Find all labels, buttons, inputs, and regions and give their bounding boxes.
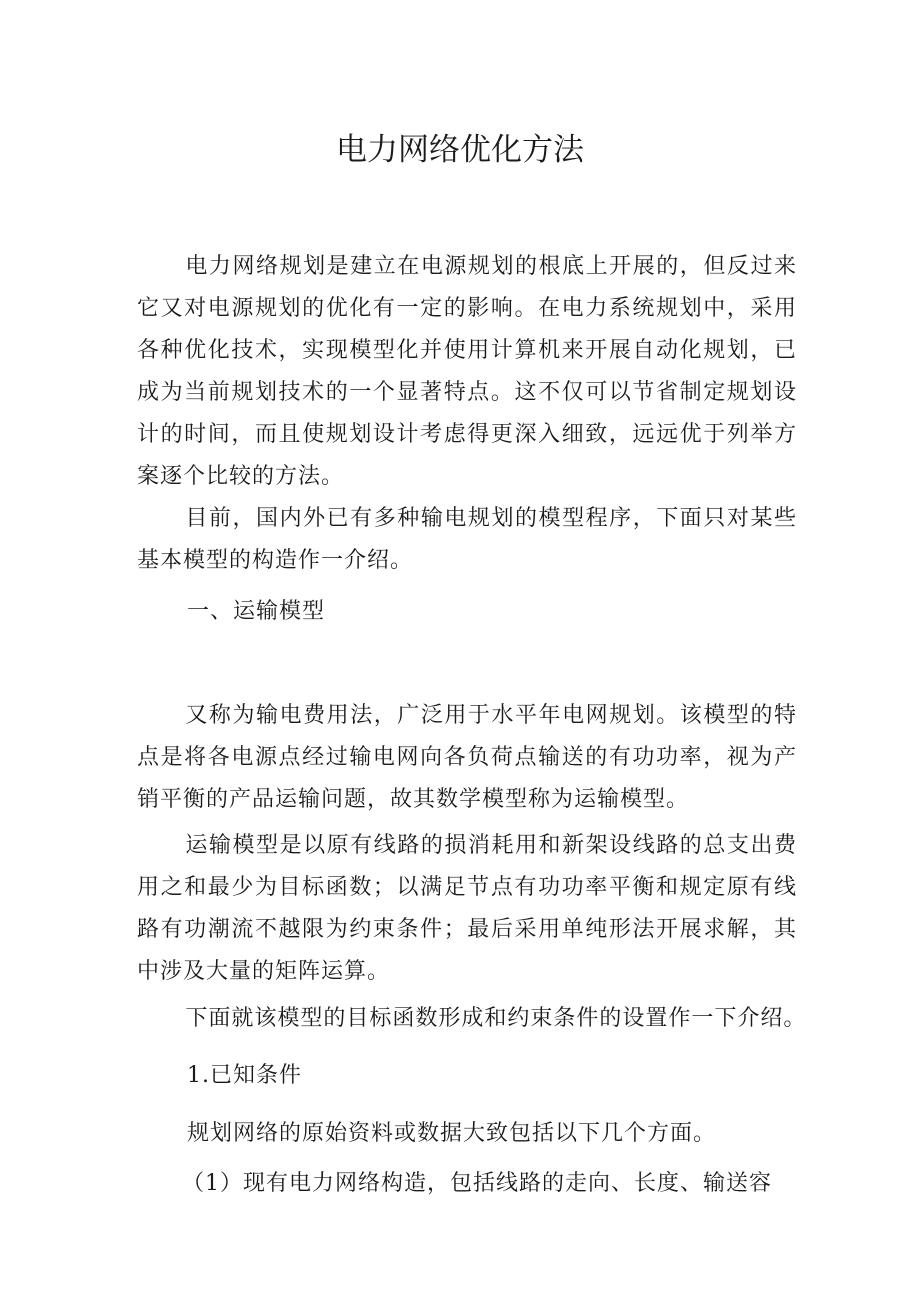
section-paragraph-2: 运输模型是以原有线路的损消耗用和新架设线路的总支出费用之和最少为目标函数；以满足节点有功功率平衡和规定原有线路有功潮流不越限为约束条件；最后采用单纯形法开展求解，其中涉及大量的矩阵运算。: [137, 833, 797, 984]
list-item-1: （1）现有电力网络构造，包括线路的走向、长度、输送容: [182, 1171, 772, 1196]
intro-paragraph-2: 目前，国内外已有多种输电规划的模型程序，下面只对某些基本模型的构造作一介绍。: [137, 506, 797, 573]
intro-paragraph-1: 电力网络规划是建立在电源规划的根底上开展的，但反过来它又对电源规划的优化有一定的影响。在电力系统规划中，采用各种优化技术，实现模型化并使用计算机来开展自动化规划，已成为当前规划技术的一个显著特点。这不仅可以节省制定规划设计的时间，而且使规划设计考虑得更深入细致，远远优于列举方案逐个比较的方法。: [137, 254, 797, 489]
section-heading: 一、运输模型: [187, 599, 326, 624]
section-paragraph-1: 又称为输电费用法，广泛用于水平年电网规划。该模型的特点是将各电源点经过输电网向各负荷点输送的有功功率，视为产销平衡的产品运输问题，故其数学模型称为运输模型。: [137, 703, 797, 812]
sub-paragraph: 规划网络的原始资料或数据大致包括以下几个方面。: [187, 1121, 717, 1146]
document-title: 电力网络优化方法: [336, 132, 584, 168]
section-paragraph-3: 下面就该模型的目标函数形成和约束条件的设置作一下介绍。: [185, 1006, 807, 1031]
subheading: 1.已知条件: [187, 1063, 302, 1088]
